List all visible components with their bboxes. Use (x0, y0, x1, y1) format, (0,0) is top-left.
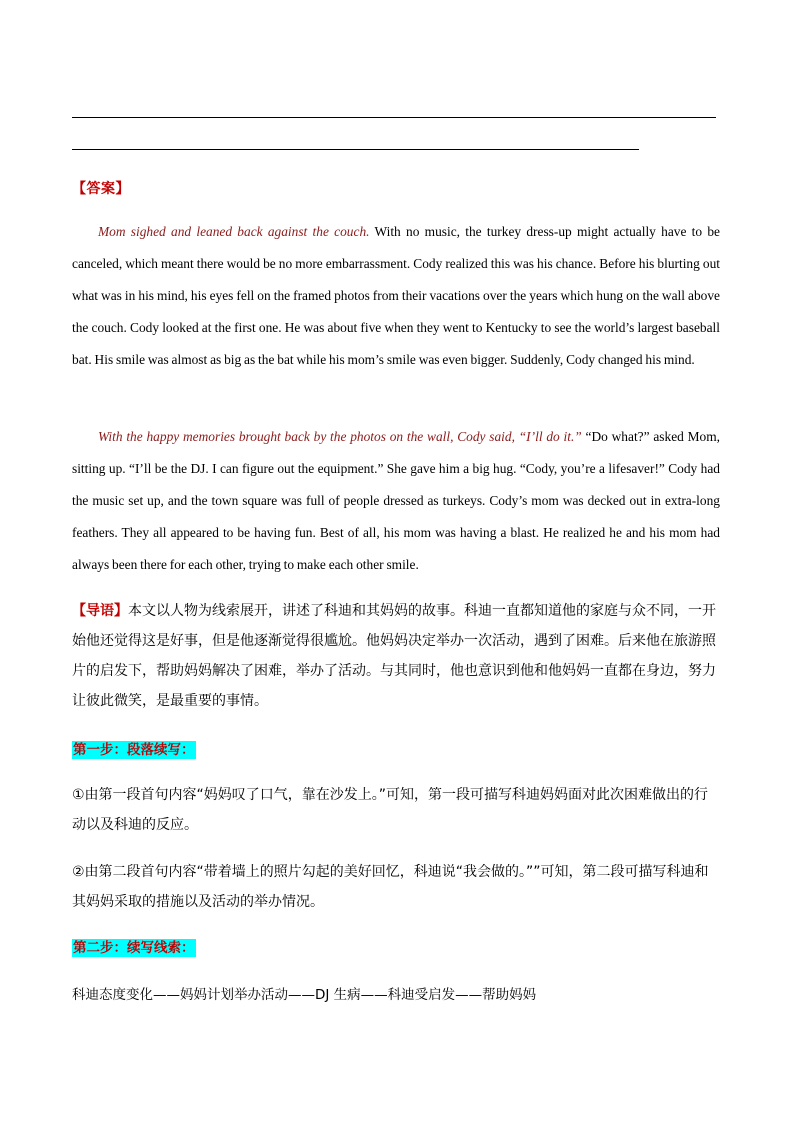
guide-text: 本文以人物为线索展开，讲述了科迪和其妈妈的故事。科迪一直都知道他的家庭与众不同，一开始他还觉得这是好事，但是他逐渐觉得很尴尬。他妈妈决定举办一次活动，遇到了困难。后来他在旅游照片的启发下，帮助妈妈解决了困难，举办了活动。与其同时，他也意识到他和他妈妈一直都在身边，努力让彼此微笑，是最重要的事情。 (72, 603, 716, 709)
answer-paragraph-1 (72, 216, 720, 376)
paragraph-1-opening: Mom sighed and leaned back against the couch. (98, 224, 370, 239)
step-2-clues: 科迪态度变化——妈妈计划举办活动——DJ 生病——科迪受启发——帮助妈妈 (72, 987, 537, 1003)
guide-tag: 【导语】 (72, 603, 128, 619)
answer-paragraph-2 (72, 421, 720, 581)
paragraph-2-body: “Do what?” asked Mom, sitting up. “I’ll be the DJ. I can figure out the equipment.” She gave him a big hug. “Cody, you’re a lifesaver!” Cody had the music set up, and the town square was full of people dressed as turkeys. Cody’s mom was decked out in extra-long feathers. They all appeared to be having fun. Best of all, his mom was having a blast. He realized he and his mom had always been there for each other, trying to make each other smile. (72, 429, 720, 572)
step-1-heading: 第一步：段落续写： (73, 742, 195, 758)
step-1-item-2-text: ②由第二段首句内容“带着墙上的照片勾起的美好回忆，科迪说“我会做的。””可知，第二段可描写科迪和其妈妈采取的措施以及活动的举办情况。 (72, 864, 709, 910)
step-1-item-2 (72, 857, 720, 917)
answer-label: 【答案】 (72, 181, 130, 197)
paragraph-2-opening: With the happy memories brought back by the photos on the wall, Cody said, “I’ll do it.” (98, 429, 582, 444)
step-1-item-1-text: ①由第一段首句内容“妈妈叹了口气，靠在沙发上。”可知，第一段可描写科迪妈妈面对此次困难做出的行动以及科迪的反应。 (72, 787, 709, 833)
step-1-item-1 (72, 780, 720, 840)
paragraph-1-body: With no music, the turkey dress-up might actually have to be canceled, which meant there would be no more embarrassment. Cody realized this was his chance. Before his blurting out what was in his mind, his eyes fell on the framed photos from their vacations over the years which hung on the wall above the couch. Cody looked at the first one. He was about five when they went to Kentucky to see the world’s largest baseball bat. His smile was almost as big as the bat while his mom’s smile was even bigger. Suddenly, Cody changed his mind. (72, 224, 720, 367)
blank-writing-line (72, 117, 716, 118)
guide-paragraph (72, 596, 720, 716)
blank-writing-line (72, 149, 639, 150)
step-2-heading: 第二步：续写线索： (73, 940, 195, 956)
